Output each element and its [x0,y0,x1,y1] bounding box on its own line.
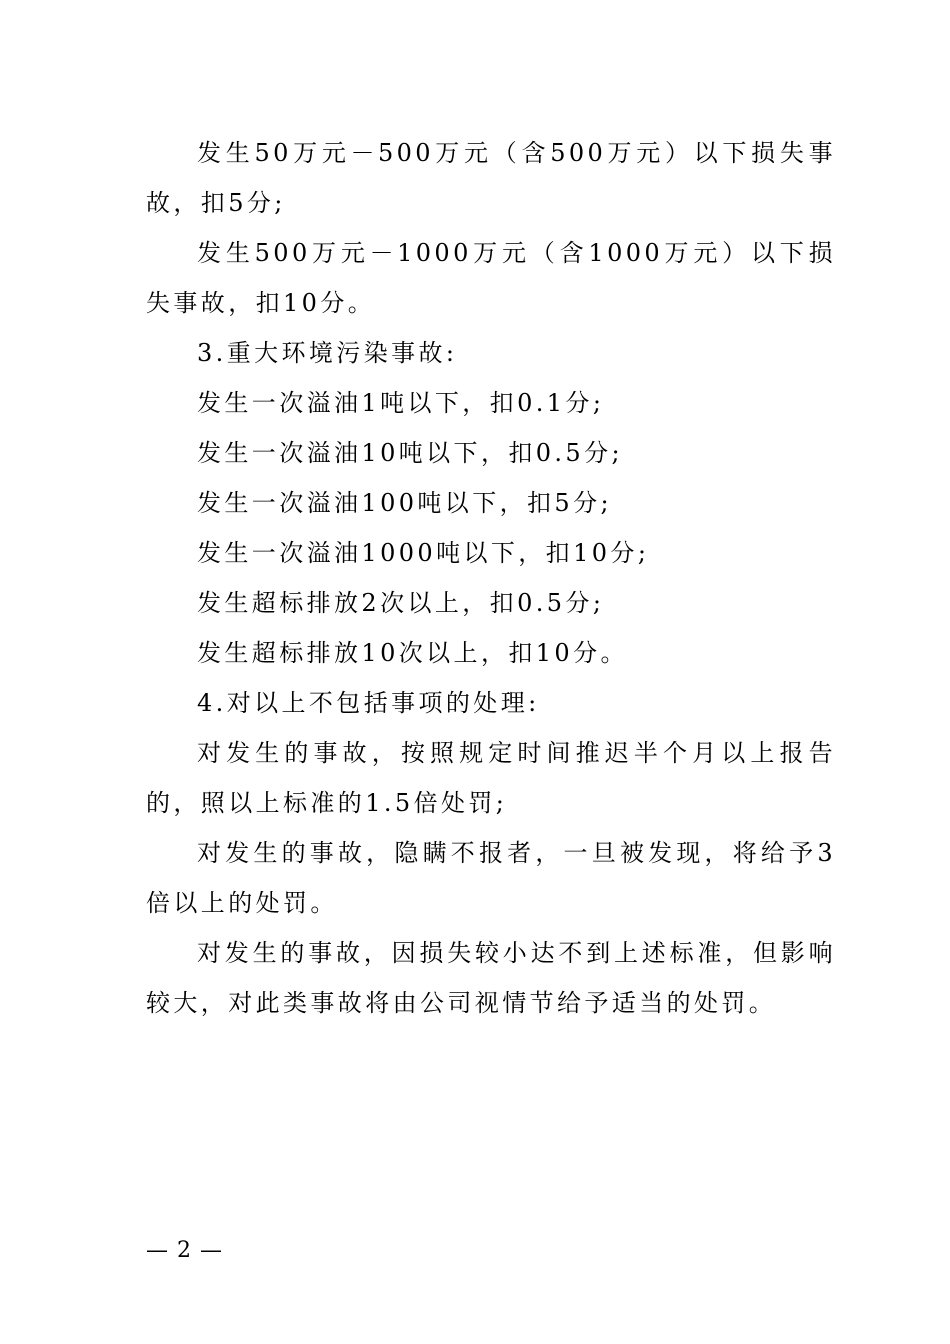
paragraph-oil-spill-10t: 发生一次溢油10吨以下，扣0.5分; [197,439,623,467]
document-body [146,128,836,1028]
paragraph-oil-spill-1000t: 发生一次溢油1000吨以下，扣10分; [197,539,650,567]
paragraph-oil-spill-100t: 发生一次溢油100吨以下，扣5分; [197,489,612,517]
paragraph-concealment: 对发生的事故，隐瞒不报者，一旦被发现，将给予3倍以上的处罚。 [146,839,836,917]
page-number: — 2 — [146,1238,223,1263]
paragraph-loss-50-500: 发生50万元－500万元（含500万元）以下损失事故，扣5分; [146,139,836,217]
heading-other-matters: 4.对以上不包括事项的处理: [197,689,540,717]
paragraph-emission-10-times: 发生超标排放10次以上，扣10分。 [197,639,628,667]
paragraph-late-report: 对发生的事故，按照规定时间推迟半个月以上报告的，照以上标准的1.5倍处罚; [146,739,836,817]
heading-environmental-pollution: 3.重大环境污染事故: [197,339,458,367]
paragraph-emission-2-times: 发生超标排放2次以上，扣0.5分; [197,589,605,617]
paragraph-oil-spill-1t: 发生一次溢油1吨以下，扣0.1分; [197,389,605,417]
paragraph-loss-500-1000: 发生500万元－1000万元（含1000万元）以下损失事故，扣10分。 [146,239,836,317]
paragraph-minor-high-impact: 对发生的事故，因损失较小达不到上述标准，但影响较大，对此类事故将由公司视情节给予适当的处罚。 [146,939,836,1017]
